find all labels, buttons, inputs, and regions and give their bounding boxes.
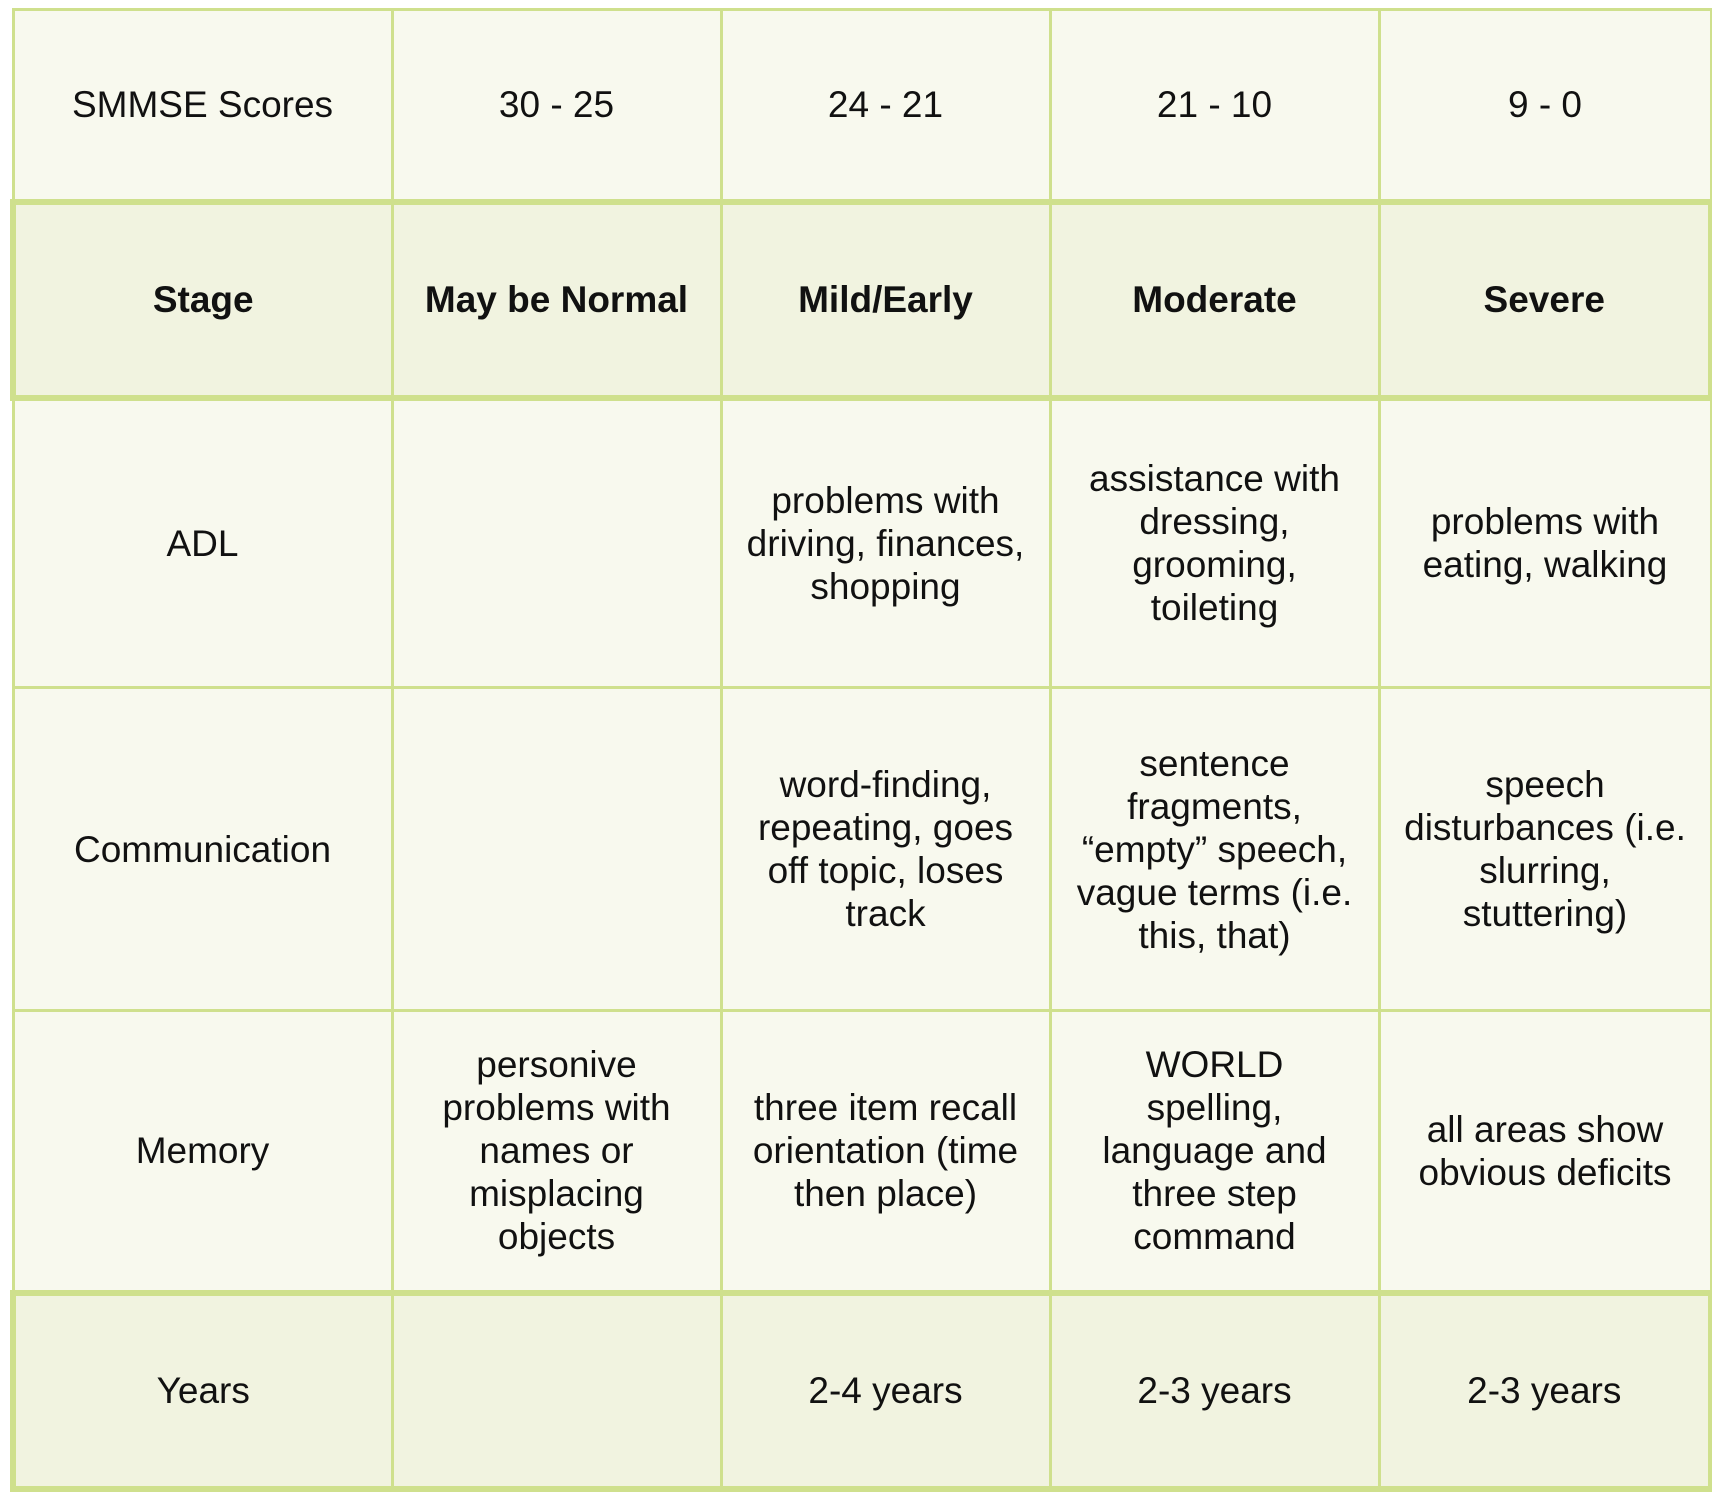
stage-cell-mild-early: Mild/Early xyxy=(721,202,1050,398)
stage-row xyxy=(13,202,1711,398)
communication-cell-may-be-normal xyxy=(392,688,721,1011)
years-row xyxy=(13,1293,1711,1489)
adl-cell-mild-early: problems with driving, finances, shopping xyxy=(721,398,1050,688)
score-cell-severe: 9 - 0 xyxy=(1379,10,1711,202)
row-label-memory: Memory xyxy=(13,1011,392,1293)
score-cell-mild-early: 24 - 21 xyxy=(721,10,1050,202)
row-label-smmse-scores: SMMSE Scores xyxy=(13,10,392,202)
communication-cell-severe: speech disturbances (i.e. slurring, stuttering) xyxy=(1379,688,1711,1011)
years-cell-may-be-normal xyxy=(392,1293,721,1489)
years-cell-mild-early: 2-4 years xyxy=(721,1293,1050,1489)
row-label-stage: Stage xyxy=(13,202,392,398)
row-label-communication: Communication xyxy=(13,688,392,1011)
score-cell-moderate: 21 - 10 xyxy=(1050,10,1379,202)
adl-cell-severe: problems with eating, walking xyxy=(1379,398,1711,688)
dementia-stages-table xyxy=(10,8,1712,1492)
stage-cell-may-be-normal: May be Normal xyxy=(392,202,721,398)
adl-cell-may-be-normal xyxy=(392,398,721,688)
years-cell-moderate: 2-3 years xyxy=(1050,1293,1379,1489)
row-label-years: Years xyxy=(13,1293,392,1489)
memory-cell-moderate: WORLD spelling, language and three step command xyxy=(1050,1011,1379,1293)
stage-cell-moderate: Moderate xyxy=(1050,202,1379,398)
communication-row xyxy=(13,688,1711,1011)
memory-cell-mild-early: three item recall orientation (time then place) xyxy=(721,1011,1050,1293)
score-cell-may-be-normal: 30 - 25 xyxy=(392,10,721,202)
stage-cell-severe: Severe xyxy=(1379,202,1711,398)
years-cell-severe: 2-3 years xyxy=(1379,1293,1711,1489)
smmse-scores-row xyxy=(13,10,1711,202)
row-label-adl: ADL xyxy=(13,398,392,688)
memory-cell-may-be-normal: personive problems with names or misplacing objects xyxy=(392,1011,721,1293)
adl-row xyxy=(13,398,1711,688)
communication-cell-mild-early: word-finding, repeating, goes off topic, loses track xyxy=(721,688,1050,1011)
memory-row xyxy=(13,1011,1711,1293)
adl-cell-moderate: assistance with dressing, grooming, toileting xyxy=(1050,398,1379,688)
memory-cell-severe: all areas show obvious deficits xyxy=(1379,1011,1711,1293)
communication-cell-moderate: sentence fragments, “empty” speech, vague terms (i.e. this, that) xyxy=(1050,688,1379,1011)
